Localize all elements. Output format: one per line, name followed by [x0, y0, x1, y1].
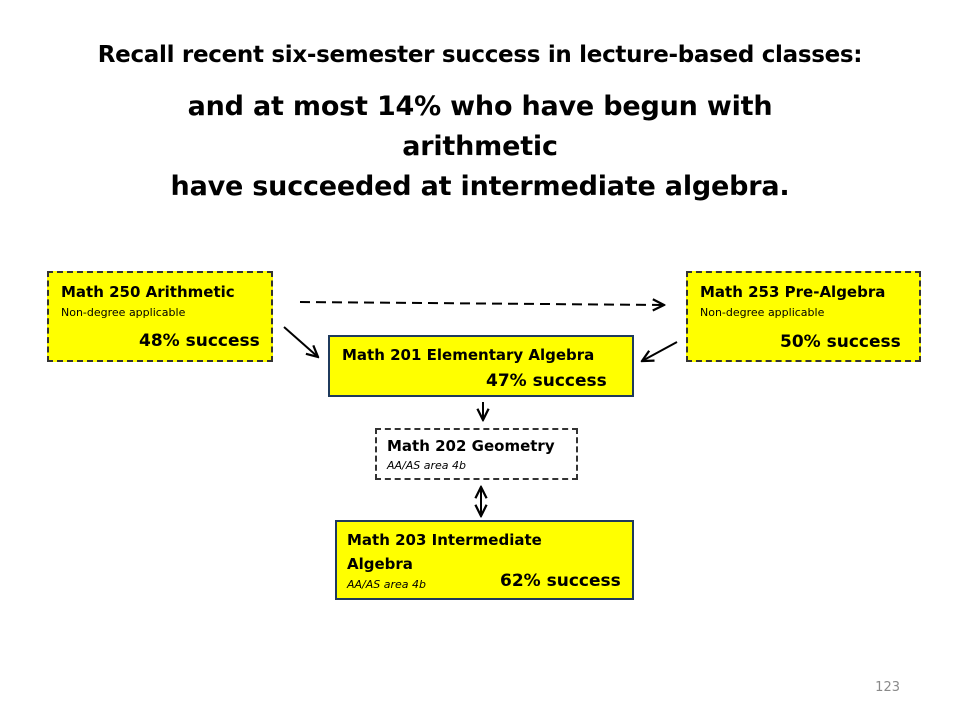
- arrow-253-to-201: [642, 342, 677, 361]
- math-201-name: Math 201 Elementary Algebra: [342, 346, 595, 364]
- title-line-2c: have succeeded at intermediate algebra.: [170, 171, 790, 202]
- math-250-note: Non-degree applicable: [61, 306, 186, 319]
- math-203-name-line-1: Math 203 Intermediate: [347, 531, 542, 549]
- title-line-1: Recall recent six-semester success in lecture-based classes:: [97, 42, 863, 68]
- page-number: 123: [875, 680, 900, 695]
- math-203-note: AA/AS area 4b: [347, 578, 427, 591]
- title-line-2b: arithmetic: [402, 131, 558, 162]
- math-250-success: 48% success: [139, 331, 260, 351]
- math-202-note: AA/AS area 4b: [387, 459, 467, 472]
- math-250-name: Math 250 Arithmetic: [61, 283, 235, 301]
- math-203-name-line-2: Algebra: [347, 555, 413, 573]
- math-201-success: 47% success: [486, 371, 607, 391]
- arrow-250-to-201: [284, 327, 318, 357]
- title-line-2a: and at most 14% who have begun with: [187, 91, 773, 122]
- math-253-success: 50% success: [780, 332, 901, 352]
- math-202-name: Math 202 Geometry: [387, 437, 555, 455]
- math-253-name: Math 253 Pre-Algebra: [700, 283, 886, 301]
- arrow-250-to-253: [300, 302, 664, 305]
- math-253-note: Non-degree applicable: [700, 306, 825, 319]
- math-203-success: 62% success: [500, 571, 621, 591]
